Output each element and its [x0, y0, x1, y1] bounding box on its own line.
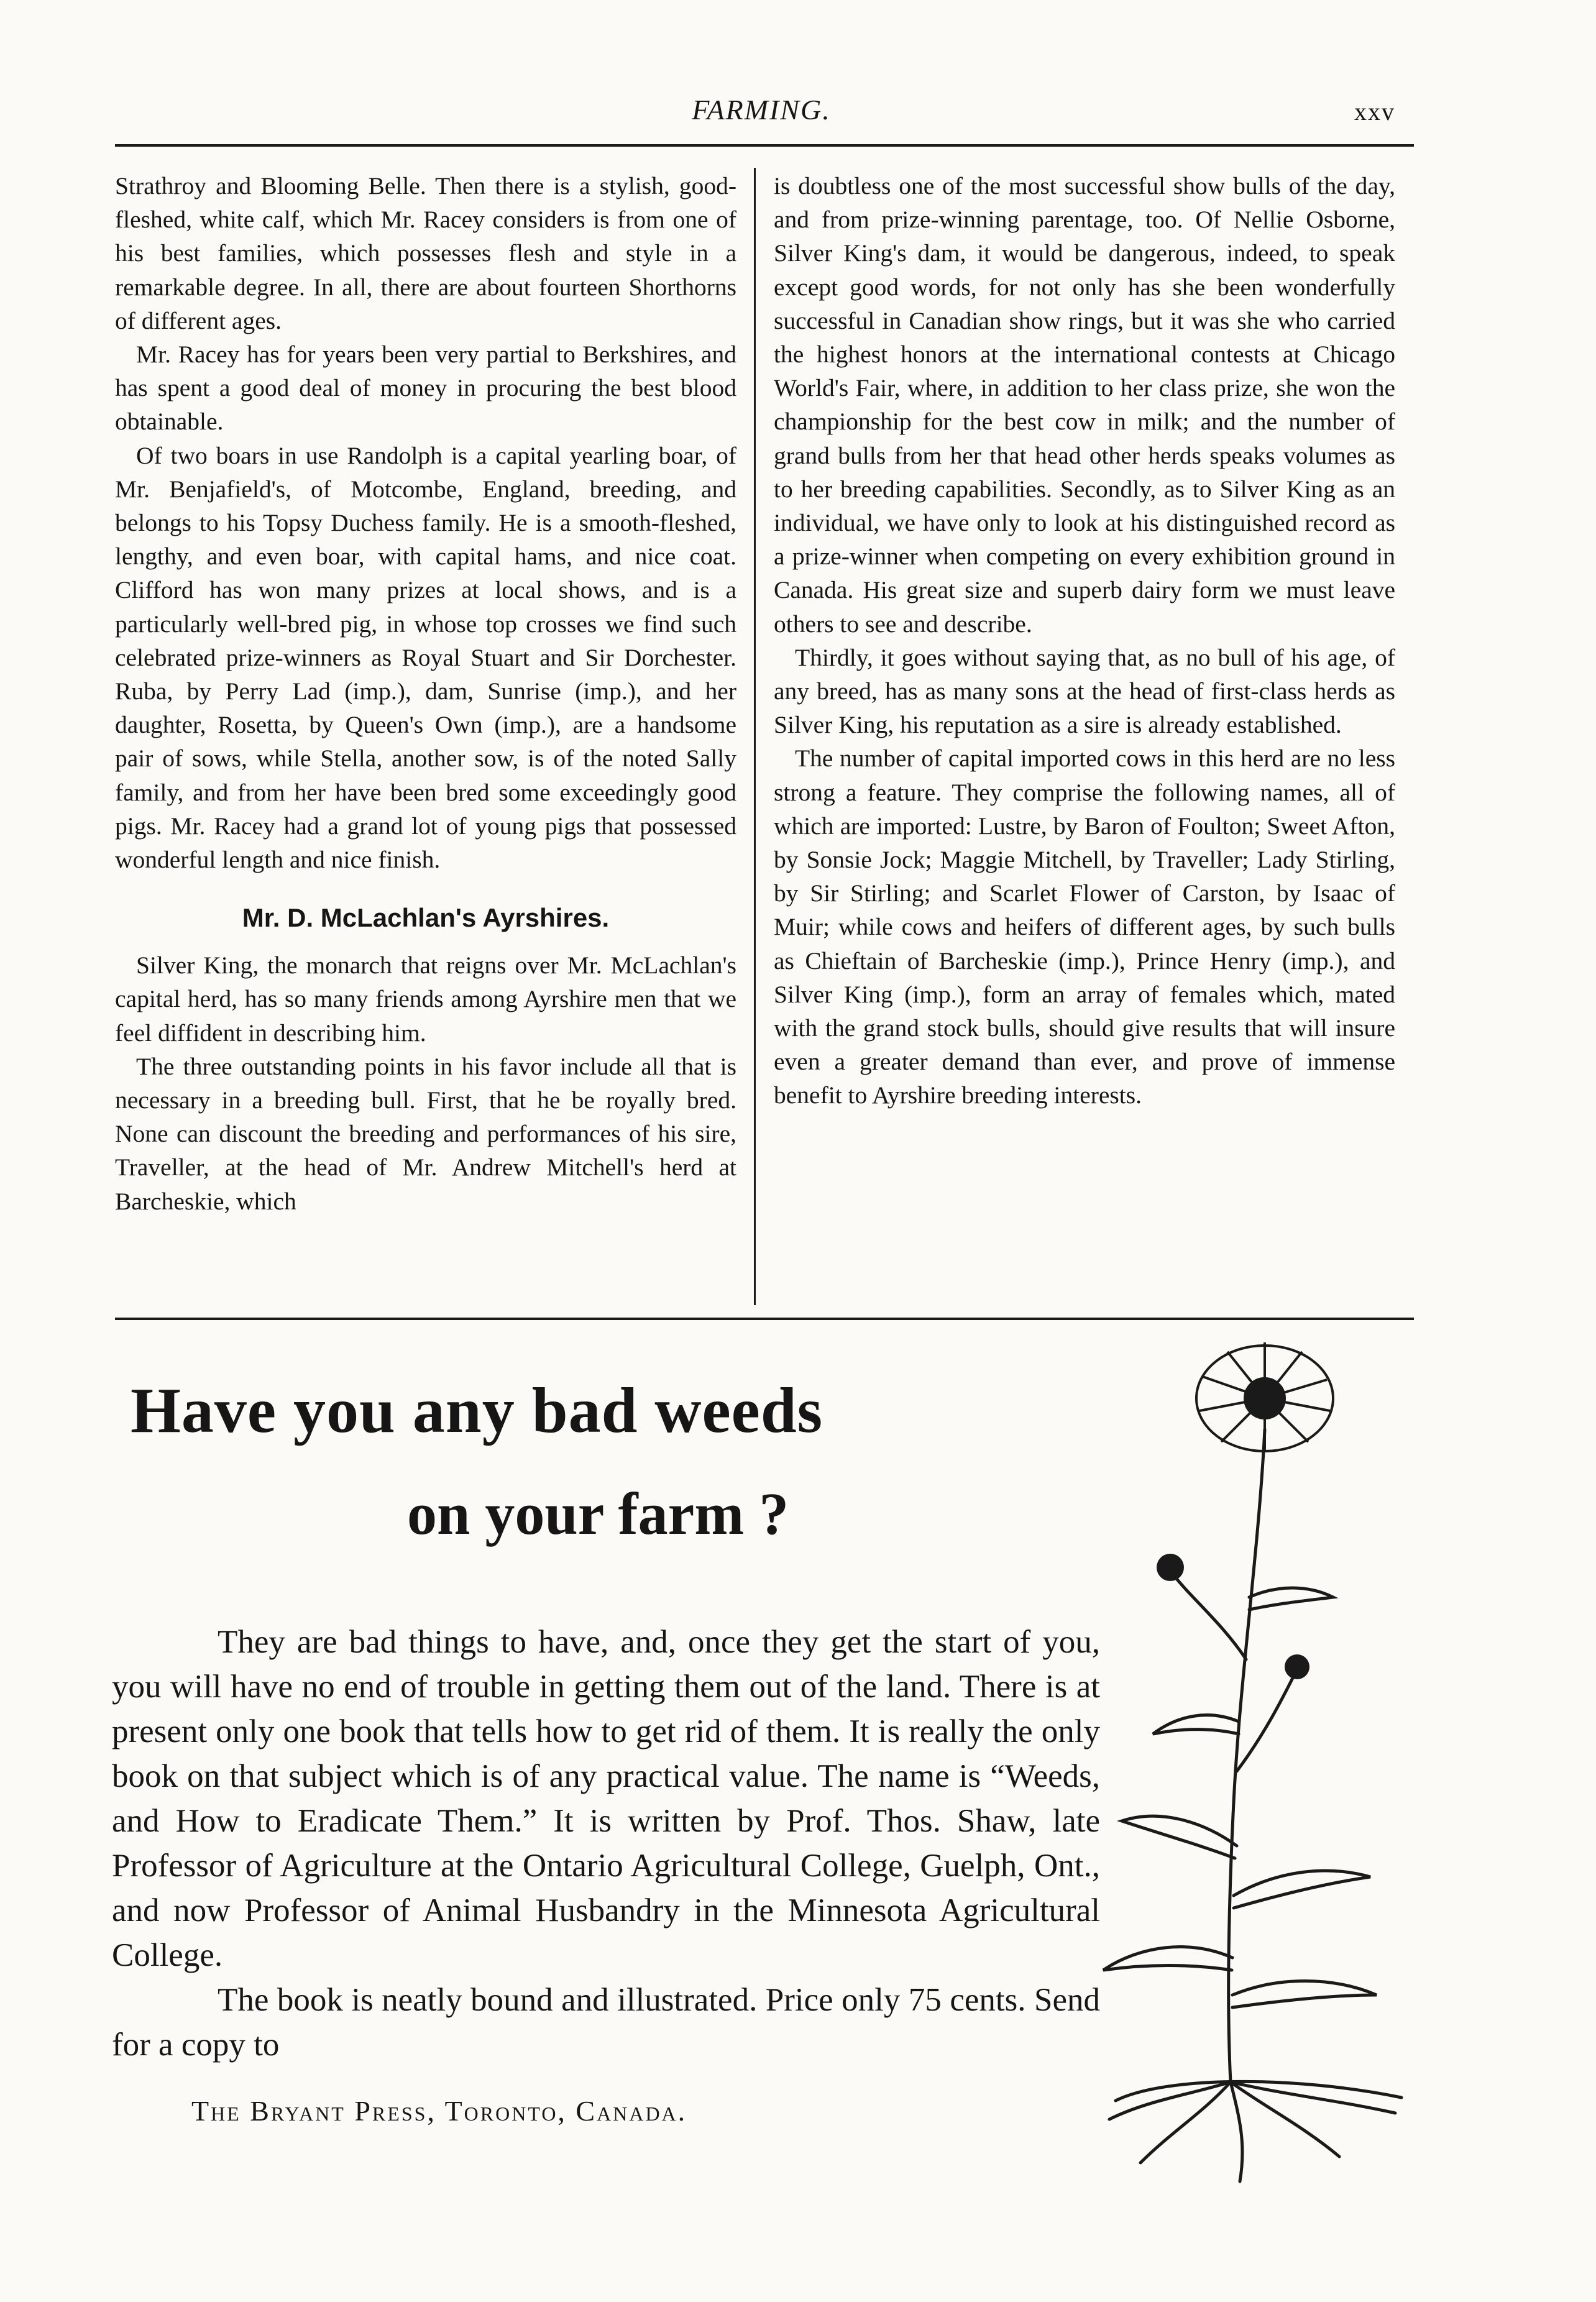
paragraph: The three outstanding points in his favor include all that is necessary in a breeding bull. First, that he be royally bred. None can discount the breeding and performances of his sire, Traveller, at the head of Mr. Andrew Mitchell's herd at Barcheskie, which — [115, 1052, 736, 1215]
ad-body — [112, 1620, 1100, 2067]
ad-paragraph: They are bad things to have, and, once they get the start of you, you will have no end of trouble in getting them out of the land. There is at present only one book that tells how to get rid of them. It is really the only book on that subject which is of any practical value. The name is “Weeds, and How to Eradicate Them.” It is written by Prof. Thos. Shaw, late Professor of Agriculture at the Ontario Agricultural College, Guelph, Ont., and now Professor of Animal Husbandry in the Minnesota Agricultural College. — [112, 1624, 1100, 1973]
paragraph: Silver King, the monarch that reigns over Mr. McLachlan's capital herd, has so many friends among Ayrshire men that we feel diffident in describing him. — [115, 952, 736, 1047]
paragraph: The number of capital imported cows in this herd are no less strong a feature. They comprise the following names, all of which are imported: Lustre, by Baron of Foulton; Sweet Afton, by Sonsie Jock; Maggie Mitchell, by Traveller; Lady Stirling, by Sir Stirling; and Scarlet Flower of Carston, by Isaac of Muir; while cows and heifers of different ages, by such bulls as Chieftain of Barcheskie (imp.), Prince Henry (imp.), and Silver King (imp.), form an array of females which, mated with the grand stock bulls, should give results that will insure even a greater demand than ever, and prove of immense benefit to Ayrshire breeding interests. — [774, 745, 1395, 1109]
advertisement — [112, 1336, 1417, 2237]
page-header — [115, 93, 1408, 143]
ad-headline: Have you any bad weeds — [131, 1375, 823, 1446]
paragraph: Mr. Racey has for years been very partial to Berkshires, and has spent a good deal of money in procuring the best blood obtainable. — [115, 341, 736, 436]
weed-plant-illustration-icon — [1078, 1336, 1426, 2194]
paragraph: Of two boars in use Randolph is a capital yearling boar, of Mr. Benjafield's, of Motcombe, England, breeding, and belongs to his Topsy Duchess family. He is a smooth-fleshed, lengthy, and even boar, with capital hams, and nice coat. Clifford has won many prizes at local shows, and is a particularly well-bred pig, in whose top crosses we find such celebrated prize-winners as Royal Stuart and Sir Dorchester. Ruba, by Perry Lad (imp.), dam, Sunrise (imp.), and her daughter, Rosetta, by Queen's Own (imp.), are a handsome pair of sows, while Stella, another sow, is of the noted Sally family, and from her have been bred some exceedingly good pigs. Mr. Racey had a grand lot of young pigs that possessed wonderful length and nice finish. — [115, 441, 736, 874]
paragraph: Thirdly, it goes without saying that, as no bull of his age, of any breed, has as many sons at the head of first-class herds as Silver King, his reputation as a sire is already established. — [774, 643, 1395, 739]
paragraph: is doubtless one of the most successful show bulls of the day, and from prize-winning parentage, too. Of Nellie Osborne, Silver King's dam, it would be dangerous, indeed, to speak except good words, for not only has she been wonderfully successful in Canadian show rings, but it was she who carried the highest honors at the international contests at Chicago World's Fair, where, in addition to her class prize, she won the championship for the best cow in milk; and the number of grand bulls from her that head other herds speaks volumes as to her breeding capabilities. Secondly, as to Silver King as an individual, we have only to look at his distinguished record as a prize-winner when competing on every exhibition ground in Canada. His great size and superb dairy form we must leave others to see and describe. — [774, 172, 1395, 638]
paragraph: Strathroy and Blooming Belle. Then there is a stylish, good-fleshed, white calf, which Mr. Racey considers is from one of his best families, which possesses flesh and style in a remarkable degree. In all, there are about fourteen Shorthorns of different ages. — [115, 172, 736, 334]
right-column — [774, 169, 1395, 1112]
header-rule — [115, 144, 1414, 147]
advertisement-rule — [115, 1318, 1414, 1320]
page-number: xxv — [1354, 98, 1395, 126]
ad-publisher: The Bryant Press, Toronto, Canada. — [191, 2095, 687, 2127]
ad-headline-continued: on your farm ? — [407, 1480, 789, 1547]
ad-paragraph: The book is neatly bound and illustrated. Price only 75 cents. Send for a copy to — [112, 1982, 1100, 2063]
section-heading: Mr. D. McLachlan's Ayrshires. — [242, 903, 610, 933]
left-column — [115, 169, 736, 1218]
running-title: FARMING. — [692, 94, 831, 126]
column-divider — [754, 168, 756, 1305]
